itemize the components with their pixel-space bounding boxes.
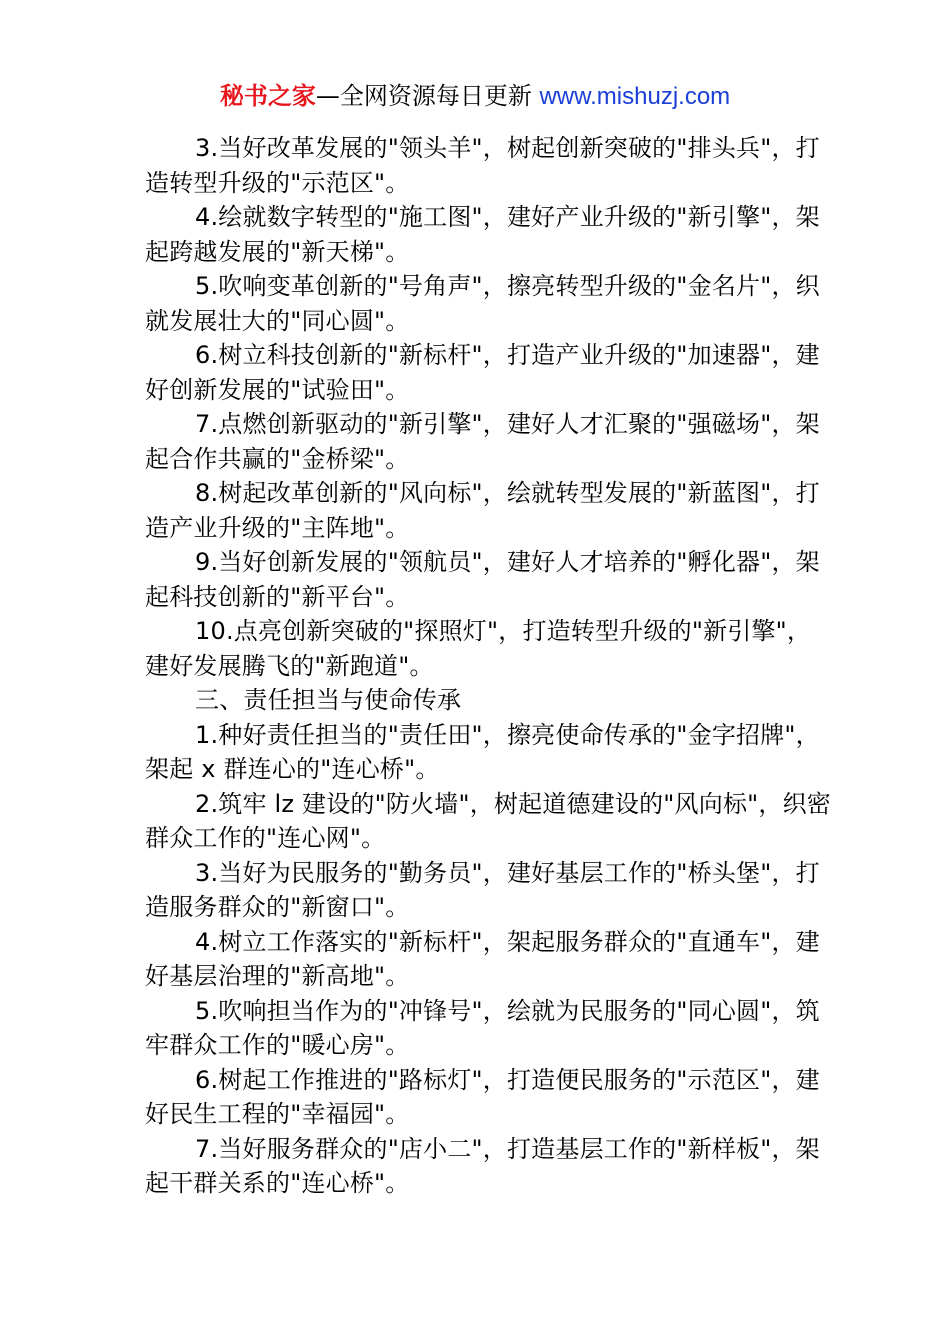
paragraph: 7.当好服务群众的"店小二"，打造基层工作的"新样板"，架起干群关系的"连心桥"。 bbox=[145, 1134, 820, 1197]
site-url-link[interactable]: www.mishuzj.com bbox=[539, 83, 731, 110]
section-heading: 三、责任担当与使命传承 bbox=[195, 686, 462, 714]
paragraph: 6.树起工作推进的"路标灯"，打造便民服务的"示范区"，建好民生工程的"幸福园"。 bbox=[145, 1065, 820, 1128]
paragraph: 9.当好创新发展的"领航员"，建好人才培养的"孵化器"，架起科技创新的"新平台"。 bbox=[145, 548, 820, 611]
paragraph: 7.点燃创新驱动的"新引擎"，建好人才汇聚的"强磁场"，架起合作共赢的"金桥梁"。 bbox=[145, 410, 820, 473]
paragraph: 3.当好为民服务的"勤务员"，建好基层工作的"桥头堡"，打造服务群众的"新窗口"。 bbox=[145, 858, 820, 921]
paragraph: 4.树立工作落实的"新标杆"，架起服务群众的"直通车"，建好基层治理的"新高地"。 bbox=[145, 927, 820, 990]
paragraph: 5.吹响变革创新的"号角声"，擦亮转型升级的"金名片"，织就发展壮大的"同心圆"。 bbox=[145, 272, 820, 335]
paragraph: 4.绘就数字转型的"施工图"，建好产业升级的"新引擎"，架起跨越发展的"新天梯"。 bbox=[145, 203, 820, 266]
paragraph: 5.吹响担当作为的"冲锋号"，绘就为民服务的"同心圆"，筑牢群众工作的"暖心房"。 bbox=[145, 996, 820, 1059]
paragraph: 3.当好改革发展的"领头羊"，树起创新突破的"排头兵"，打造转型升级的"示范区"。 bbox=[145, 134, 820, 197]
paragraph: 6.树立科技创新的"新标杆"，打造产业升级的"加速器"，建好创新发展的"试验田"。 bbox=[145, 341, 820, 404]
header-tagline: —全网资源每日更新 bbox=[315, 82, 532, 110]
brand-name: 秘书之家 bbox=[219, 82, 316, 110]
paragraph: 1.种好责任担当的"责任田"，擦亮使命传承的"金字招牌"，架起 x 群连心的"连心桥"。 bbox=[145, 720, 820, 783]
paragraph: 8.树起改革创新的"风向标"，绘就转型发展的"新蓝图"，打造产业升级的"主阵地"。 bbox=[145, 479, 820, 542]
paragraph: 2.筑牢 lz 建设的"防火墙"，树起道德建设的"风向标"，织密群众工作的"连心网"。 bbox=[145, 789, 831, 852]
paragraph: 10.点亮创新突破的"探照灯"，打造转型升级的"新引擎"，建好发展腾飞的"新跑道"。 bbox=[145, 617, 812, 680]
page-header bbox=[0, 78, 950, 115]
document-body bbox=[145, 131, 835, 1201]
